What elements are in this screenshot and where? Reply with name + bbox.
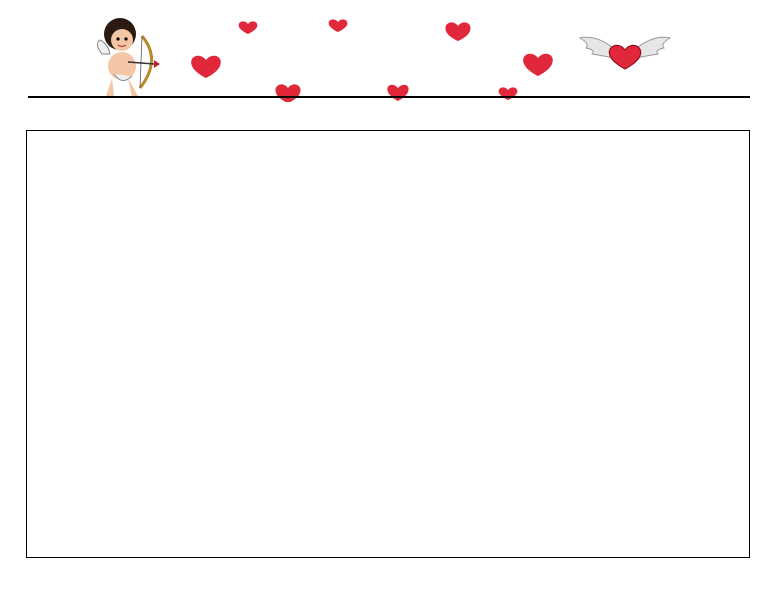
weekday-header: [28, 102, 750, 126]
calendar-header: [0, 0, 768, 100]
hearts-decoration-icon: [188, 18, 560, 102]
calendar-grid: [26, 130, 750, 558]
winged-heart-icon: [578, 28, 672, 76]
header-rule: [28, 96, 750, 98]
month-title-banner: [188, 18, 560, 102]
cupid-icon: [92, 14, 164, 102]
